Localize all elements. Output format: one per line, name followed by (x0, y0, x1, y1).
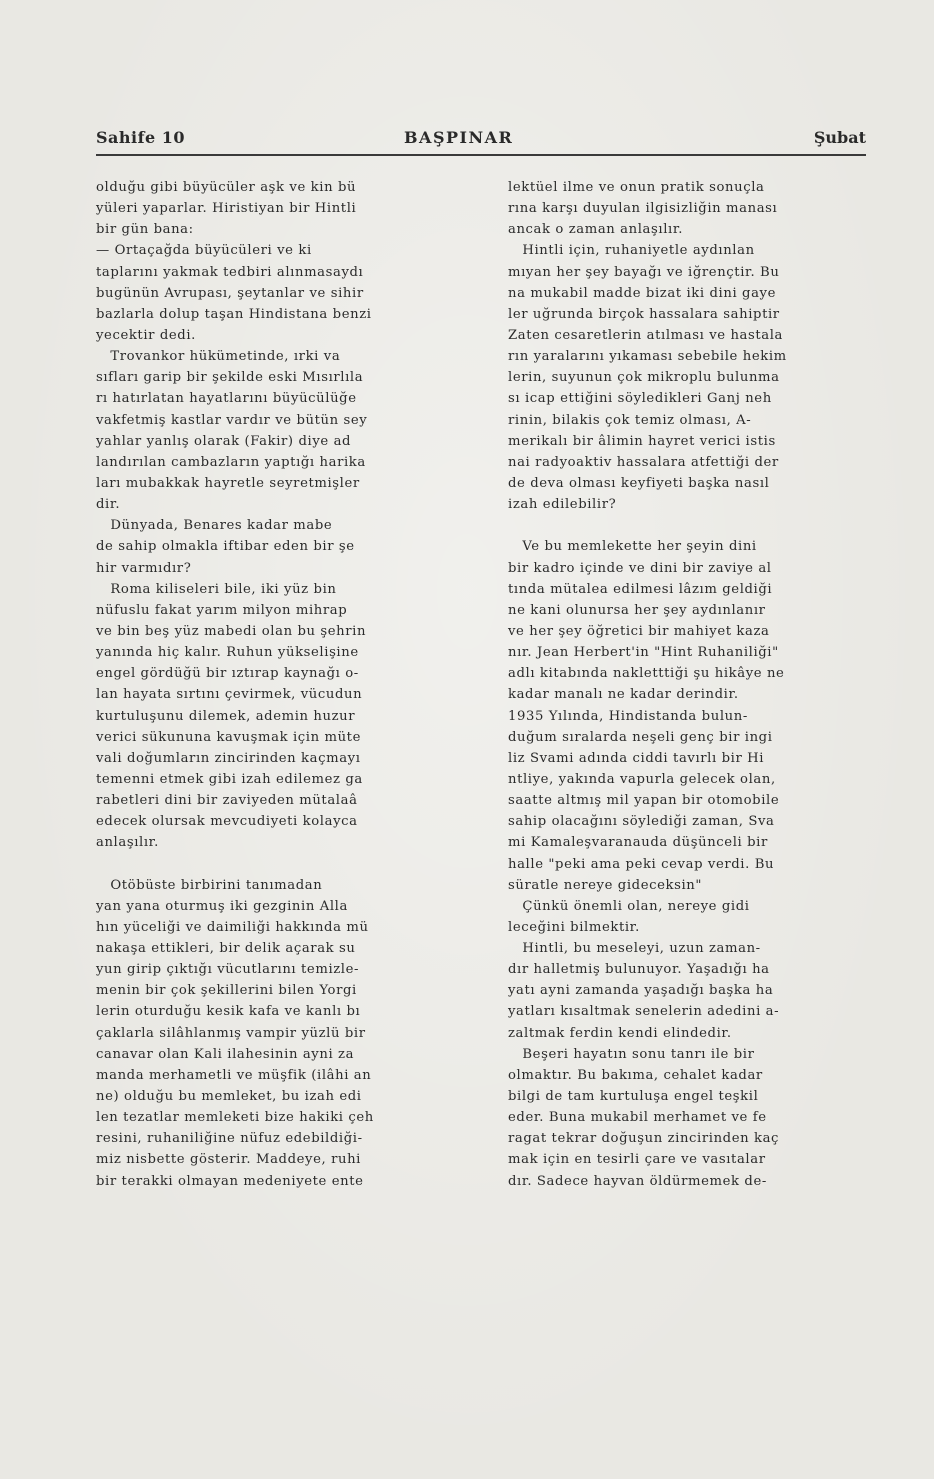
text-line: bir terakki olmayan medeniyete ente (96, 1173, 364, 1189)
text-line: rı hatırlatan hayatlarını büyücülüğe (96, 391, 357, 407)
text-line: bugünün Avrupası, şeytanlar ve sihir (96, 285, 364, 301)
text-line: Hintli için, ruhaniyetle aydınlan (508, 243, 755, 259)
text-line: lerin oturduğu kesik kafa ve kanlı bı (96, 1004, 361, 1020)
text-line: yan yana oturmuş iki gezginin Alla (96, 898, 348, 914)
text-line: bir kadro içinde ve dini bir zaviye al (508, 560, 772, 576)
text-line: 1935 Yılında, Hindistanda bulun- (508, 708, 748, 724)
text-line: adlı kitabında nakletttiği şu hikâye ne (508, 666, 785, 682)
text-line: yahlar yanlış olarak (Fakir) diye ad (96, 433, 352, 449)
publication-title: BAŞPINAR (404, 128, 514, 147)
text-line: Hintli, bu meseleyi, uzun zaman- (508, 941, 761, 957)
text-line: vali doğumların zincirinden kaçmayı (96, 750, 361, 766)
text-line: sıfları garip bir şekilde eski Mısırlıla (96, 370, 364, 386)
text-line: leceğini bilmektir. (508, 919, 640, 935)
text-line: lektüel ilme ve onun pratik sonuçla (508, 180, 765, 195)
text-line: tında mütalea edilmesi lâzım geldiği (508, 581, 773, 597)
text-line: Ve bu memlekette her şeyin dini (508, 539, 757, 555)
text-line: yatı ayni zamanda yaşadığı başka ha (508, 983, 774, 999)
text-line: Beşeri hayatın sonu tanrı ile bir (508, 1046, 755, 1062)
text-line: Dünyada, Benares kadar mabe (96, 518, 333, 534)
page-number: Sahife 10 (96, 128, 186, 147)
text-line: ler uğrunda birçok hassalara sahiptir (508, 306, 780, 322)
text-line: mak için en tesirli çare ve vasıtalar (508, 1152, 766, 1168)
text-line: manda merhametli ve müşfik (ilâhi an (96, 1067, 372, 1083)
text-line (96, 854, 466, 875)
text-line: Zaten cesaretlerin atılması ve hastala (508, 327, 784, 343)
text-line: liz Svami adında ciddi tavırlı bir Hi (508, 750, 765, 766)
text-line: olmaktır. Bu bakıma, cehalet kadar (508, 1067, 763, 1083)
right-text-column (508, 177, 874, 1192)
text-line: nai radyoaktiv hassalara atfettiği der (508, 454, 779, 470)
text-line: canavar olan Kali ilahesinin ayni za (96, 1046, 355, 1062)
text-line: sı icap ettiğini söyledikleri Ganj neh (508, 391, 772, 407)
text-line: ne kani olunursa her şey aydınlanır (508, 602, 766, 618)
text-line: dır. Sadece hayvan öldürmemek de- (508, 1173, 767, 1189)
text-line: — Ortaçağda büyücüleri ve ki (96, 243, 312, 259)
text-line: ntliye, yakında vapurla gelecek olan, (508, 771, 776, 787)
text-line: taplarını yakmak tedbiri alınmasaydı (96, 264, 364, 280)
text-line: rabetleri dini bir zaviyeden mütalaâ (96, 793, 358, 809)
text-line: nakaşa ettikleri, bir delik açarak su (96, 941, 356, 957)
text-line: ve bin beş yüz mabedi olan bu şehrin (96, 623, 367, 639)
text-line: saatte altmış mil yapan bir otomobile (508, 793, 780, 809)
text-line: lan hayata sırtını çevirmek, vücudun (96, 687, 363, 703)
text-line: de deva olması keyfiyeti başka nasıl (508, 475, 770, 491)
text-line: hir varmıdır? (96, 560, 192, 576)
text-line: rinin, bilakis çok temiz olması, A- (508, 412, 752, 428)
text-line: de sahip olmakla iftibar eden bir şe (96, 539, 355, 555)
text-line: ragat tekrar doğuşun zincirinden kaç (508, 1131, 780, 1147)
text-line: vakfetmiş kastlar vardır ve bütün sey (96, 412, 368, 428)
text-line: dir. (96, 497, 121, 513)
text-line: miz nisbette gösterir. Maddeye, ruhi (96, 1152, 361, 1168)
text-line: na mukabil madde bizat iki dini gaye (508, 285, 777, 301)
text-line: Roma kiliseleri bile, iki yüz bin (96, 581, 337, 597)
text-line: kadar manalı ne kadar derindir. (508, 687, 739, 703)
text-line: hın yüceliği ve daimiliği hakkında mü (96, 919, 369, 935)
text-line: merikalı bir âlimin hayret verici istis (508, 433, 776, 449)
text-line: lerin, suyunun çok mikroplu bulunma (508, 370, 780, 386)
text-line: ne) olduğu bu memleket, bu izah edi (96, 1089, 362, 1105)
text-line: halle "peki ama peki cevap verdi. Bu (508, 856, 775, 872)
text-line: çaklarla silâhlanmış vampir yüzlü bir (96, 1025, 366, 1041)
text-line: mıyan her şey bayağı ve iğrençtir. Bu (508, 264, 780, 280)
text-line: engel gördüğü bir ıztırap kaynağı o- (96, 666, 359, 682)
text-line: ve her şey öğretici bir mahiyet kaza (508, 623, 770, 639)
text-line: yüleri yaparlar. Hiristiyan bir Hintli (96, 201, 357, 217)
text-line: nır. Jean Herbert'in "Hint Ruhaniliği" (508, 645, 779, 661)
text-line: zaltmak ferdin kendi elindedir. (508, 1025, 732, 1041)
text-line: yecektir dedi. (96, 327, 196, 343)
left-text-column (96, 177, 466, 1192)
text-line: eder. Buna mukabil merhamet ve fe (508, 1110, 767, 1126)
text-line: menin bir çok şekillerini bilen Yorgi (96, 983, 357, 999)
text-line: verici sükununa kavuşmak için müte (96, 729, 361, 745)
text-line: bazlarla dolup taşan Hindistana benzi (96, 306, 372, 322)
text-line: olduğu gibi büyücüler aşk ve kin bü (96, 180, 357, 195)
text-line: sahip olacağını söylediği zaman, Sva (508, 814, 775, 830)
text-line: nüfuslu fakat yarım milyon mihrap (96, 602, 348, 618)
text-line: izah edilebilir? (508, 497, 617, 513)
text-line: Otöbüste birbirini tanımadan (96, 877, 323, 893)
text-line: süratle nereye gideceksin" (508, 877, 703, 893)
text-line: dır halletmiş bulunuyor. Yaşadığı ha (508, 962, 770, 978)
text-line: len tezatlar memleketi bize hakiki çeh (96, 1110, 374, 1126)
text-line: ancak o zaman anlaşılır. (508, 222, 684, 238)
page-header (96, 124, 866, 156)
text-line: temenni etmek gibi izah edilemez ga (96, 771, 363, 787)
text-line: Çünkü önemli olan, nereye gidi (508, 898, 750, 914)
text-line: landırılan cambazların yaptığı harika (96, 454, 366, 470)
text-line: rına karşı duyulan ilgisizliğin manası (508, 201, 778, 217)
text-line: bir gün bana: (96, 222, 194, 238)
text-line: yatları kısaltmak senelerin adedini a- (508, 1004, 780, 1020)
text-line: mi Kamaleşvaranauda düşünceli bir (508, 835, 768, 851)
text-line: yanında hiç kalır. Ruhun yükselişine (96, 645, 359, 661)
text-line: duğum sıralarda neşeli genç bir ingi (508, 729, 773, 745)
issue-month: Şubat (813, 128, 866, 147)
text-line: rın yaralarını yıkaması sebebile hekim (508, 349, 787, 365)
text-line: yun girip çıktığı vücutlarını temizle- (96, 962, 360, 978)
text-line: bilgi de tam kurtuluşa engel teşkil (508, 1089, 759, 1105)
text-line: Trovankor hükümetinde, ırki va (96, 349, 341, 365)
text-line (508, 515, 874, 536)
text-line: ları mubakkak hayretle seyretmişler (96, 475, 360, 491)
text-line: resini, ruhaniliğine nüfuz edebildiği- (96, 1131, 363, 1147)
text-line: kurtuluşunu dilemek, ademin huzur (96, 708, 356, 724)
text-line: edecek olursak mevcudiyeti kolayca (96, 814, 358, 830)
text-line: anlaşılır. (96, 835, 159, 851)
